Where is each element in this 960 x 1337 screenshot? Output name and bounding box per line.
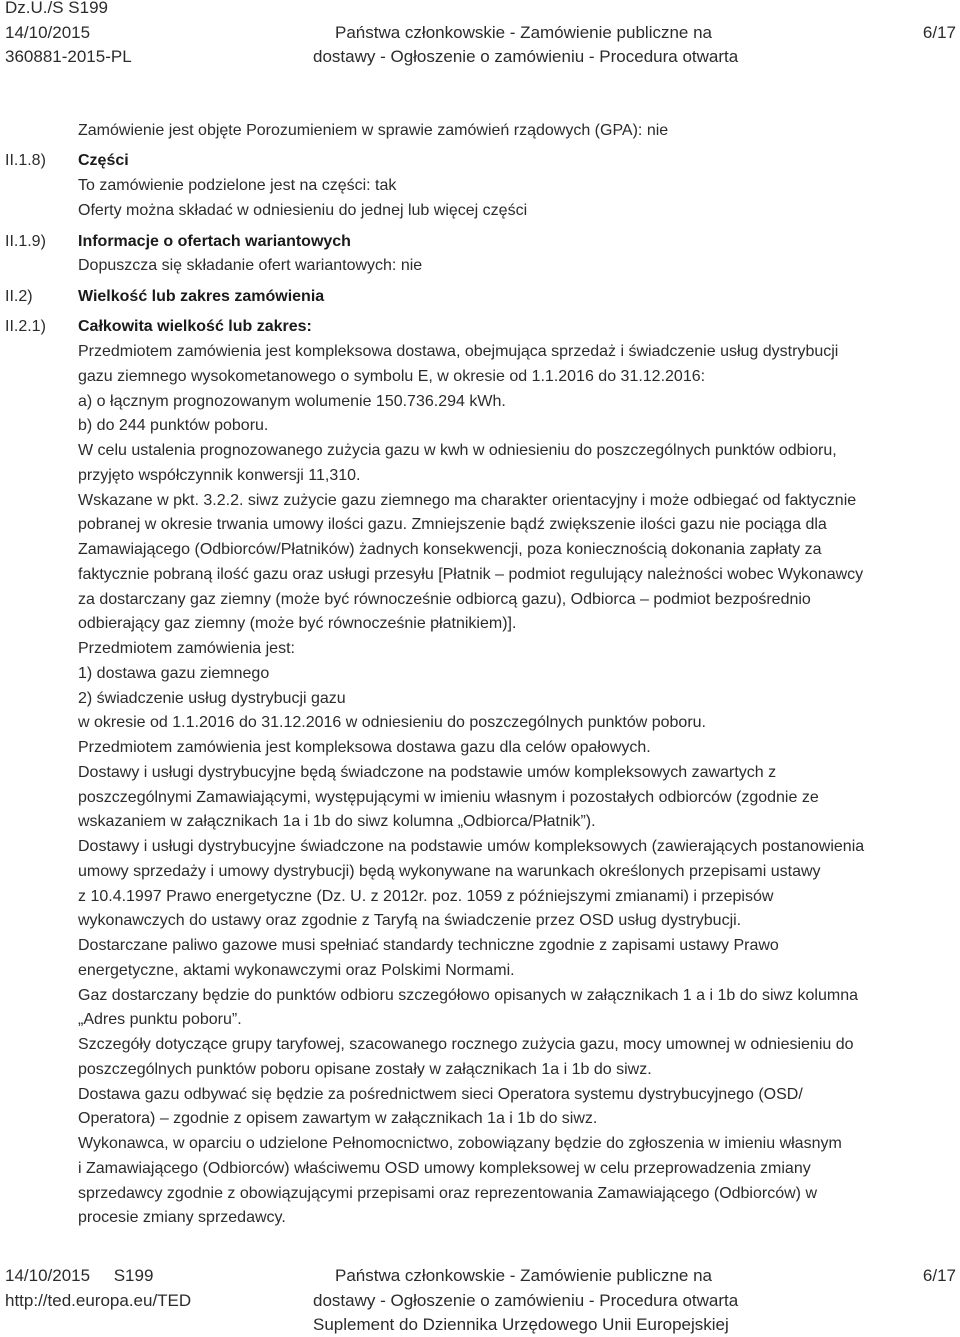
text-line: odbierający gaz ziemny (może być równocześnie płatnikiem)]. (78, 615, 517, 633)
section-number: II.1.9) (5, 233, 46, 250)
footer-title-line2: dostawy - Ogłoszenie o zamówieniu - Procedura otwarta (313, 1291, 739, 1310)
section-number: II.2.1) (5, 318, 46, 335)
text-line: 2) świadczenie usług dystrybucji gazu (78, 689, 346, 707)
text-line: i Zamawiającego (Odbiorców) właściwemu OSD umowy kompleksowej w celu przeprowadzenia zmiany (78, 1159, 811, 1177)
text-line: Dostawy i usługi dystrybucyjne świadczone na podstawie umów kompleksowych (zawierających postanowienia (78, 838, 865, 855)
header-title-line1: Państwa członkowskie - Zamówienie publiczne na (335, 23, 713, 42)
text-line: wskazaniem w załącznikach 1a i 1b do siwz kolumna „Odbiorca/Płatnik”). (78, 813, 596, 831)
text-line: Przedmiotem zamówienia jest: (78, 640, 295, 657)
text-line: gazu ziemnego wysokometanowego o symbolu E, w okresie od 1.1.2016 do 31.12.2016: (78, 367, 706, 385)
section-heading-parts: Części (78, 152, 129, 169)
scope-description (78, 340, 950, 1231)
notice-number: 360881-2015-PL (5, 47, 132, 66)
header-date: 14/10/2015 (5, 23, 91, 42)
text-line: Szczegóły dotyczące grupy taryfowej, szacowanego rocznego zużycia gazu, mocy umownej w odniesieniu do (78, 1036, 854, 1053)
text-line: za dostarczany gaz ziemny (może być równocześnie odbiorcą gazu), Odbiorca – podmiot bezpośrednio (78, 590, 811, 608)
section-number: II.2) (5, 288, 33, 305)
text-line: faktycznie pobraną ilość gazu oraz usługi przesyłu [Płatnik – podmiot regulujący należności wobec Wykonawcy (78, 565, 864, 583)
section-number: II.1.8) (5, 152, 46, 169)
text-line: Operatora) – zgodnie z opisem zawartym w załącznikach 1a i 1b do siwz. (78, 1110, 598, 1128)
footer-url[interactable]: http://ted.europa.eu/TED (5, 1291, 192, 1310)
text-line: Przedmiotem zamówienia jest kompleksowa dostawa, obejmująca sprzedaż i świadczenie usług dystrybucji (78, 343, 839, 360)
text-line: poszczególnymi Zamawiającymi, występującymi w imieniu własnym i pozostałych odbiorców (zgodnie ze (78, 788, 819, 806)
text-line: sprzedawcy zgodnie z obowiązującymi przepisami oraz reprezentowania Zamawiającego (Odbiorców) w (78, 1184, 817, 1202)
text-line: W celu ustalenia prognozowanego zużycia gazu w kwh w odniesieniu do poszczególnych punktów odbioru, (78, 442, 837, 459)
text-line: umowy sprzedaży i umowy dystrybucji) będą wykonywane na warunkach określonych przepisami ustawy (78, 862, 821, 880)
section-heading-scope: Wielkość lub zakres zamówienia (78, 288, 325, 305)
text-line: przyjęto współczynnik konwersji 11,310. (78, 466, 361, 484)
header-title-line2: dostawy - Ogłoszenie o zamówieniu - Procedura otwarta (313, 47, 739, 66)
text-line: Zamawiającego (Odbiorców/Płatników) żadnych konsekwencji, poza koniecznością dokonania zapłaty za (78, 541, 822, 558)
footer-date-issue: 14/10/2015 S199 (5, 1266, 154, 1285)
text-line: Dostarczane paliwo gazowe musi spełniać standardy techniczne zgodnie z zapisami ustawy Prawo (78, 937, 779, 954)
variants-allowed: Dopuszcza się składanie ofert wariantowych: nie (78, 257, 423, 274)
section-heading-total-scope: Całkowita wielkość lub zakres: (78, 318, 312, 335)
text-line: 1) dostawa gazu ziemnego (78, 664, 270, 682)
text-line: b) do 244 punktów poboru. (78, 417, 269, 435)
journal-ref: Dz.U./S S199 (5, 0, 108, 17)
parts-divided: To zamówienie podzielone jest na części: tak (78, 177, 397, 194)
text-line: Przedmiotem zamówienia jest kompleksowa dostawa gazu dla celów opałowych. (78, 739, 651, 756)
footer-title-line1: Państwa członkowskie - Zamówienie publiczne na (335, 1266, 713, 1285)
footer-page-number: 6/17 (922, 1266, 956, 1285)
gpa-statement: Zamówienie jest objęte Porozumieniem w sprawie zamówień rządowych (GPA): nie (78, 122, 669, 139)
text-line: Gaz dostarczany będzie do punktów odbioru szczegółowo opisanych w załącznikach 1 a i 1b do siwz kolumna (78, 986, 858, 1004)
text-line: wykonawczych do ustawy oraz zgodnie z Taryfą na świadczenie przez OSD usług dystrybucji. (78, 912, 742, 930)
text-line: w okresie od 1.1.2016 do 31.12.2016 w odniesieniu do poszczególnych punktów poboru. (78, 714, 706, 732)
text-line: Wykonawca, w oparciu o udzielone Pełnomocnictwo, zobowiązany będzie do zgłoszenia w imieniu własnym (78, 1135, 842, 1152)
parts-offers: Oferty można składać w odniesieniu do jednej lub więcej części (78, 202, 528, 219)
text-line: a) o łącznym prognozowanym wolumenie 150.736.294 kWh. (78, 392, 506, 410)
text-line: Dostawa gazu odbywać się będzie za pośrednictwem sieci Operatora systemu dystrybucyjnego (OSD/ (78, 1085, 803, 1103)
text-line: Dostawy i usługi dystrybucyjne będą świadczone na podstawie umów kompleksowych zawartych z (78, 763, 777, 781)
section-heading-variants: Informacje o ofertach wariantowych (78, 233, 351, 250)
text-line: z 10.4.1997 Prawo energetyczne (Dz. U. z 2012r. poz. 1059 z późniejszymi zmianami) i przepisów (78, 887, 774, 905)
footer-supplement: Suplement do Dziennika Urzędowego Unii Europejskiej (313, 1315, 729, 1334)
header-page-number: 6/17 (922, 23, 956, 42)
text-line: Wskazane w pkt. 3.2.2. siwz zużycie gazu ziemnego ma charakter orientacyjny i może odbiegać od faktycznie (78, 491, 857, 509)
text-line: „Adres punktu poboru”. (78, 1011, 242, 1029)
text-line: procesie zmiany sprzedawcy. (78, 1209, 286, 1227)
text-line: pobranej w okresie trwania umowy ilości gazu. Zmniejszenie bądź zwiększenie ilości gazu nie pociąga dla (78, 516, 827, 534)
text-line: energetyczne, aktami wykonawczymi oraz Polskimi Normami. (78, 961, 515, 979)
text-line: poszczególnych punktów poboru opisane zostały w załącznikach 1a i 1b do siwz. (78, 1060, 652, 1078)
